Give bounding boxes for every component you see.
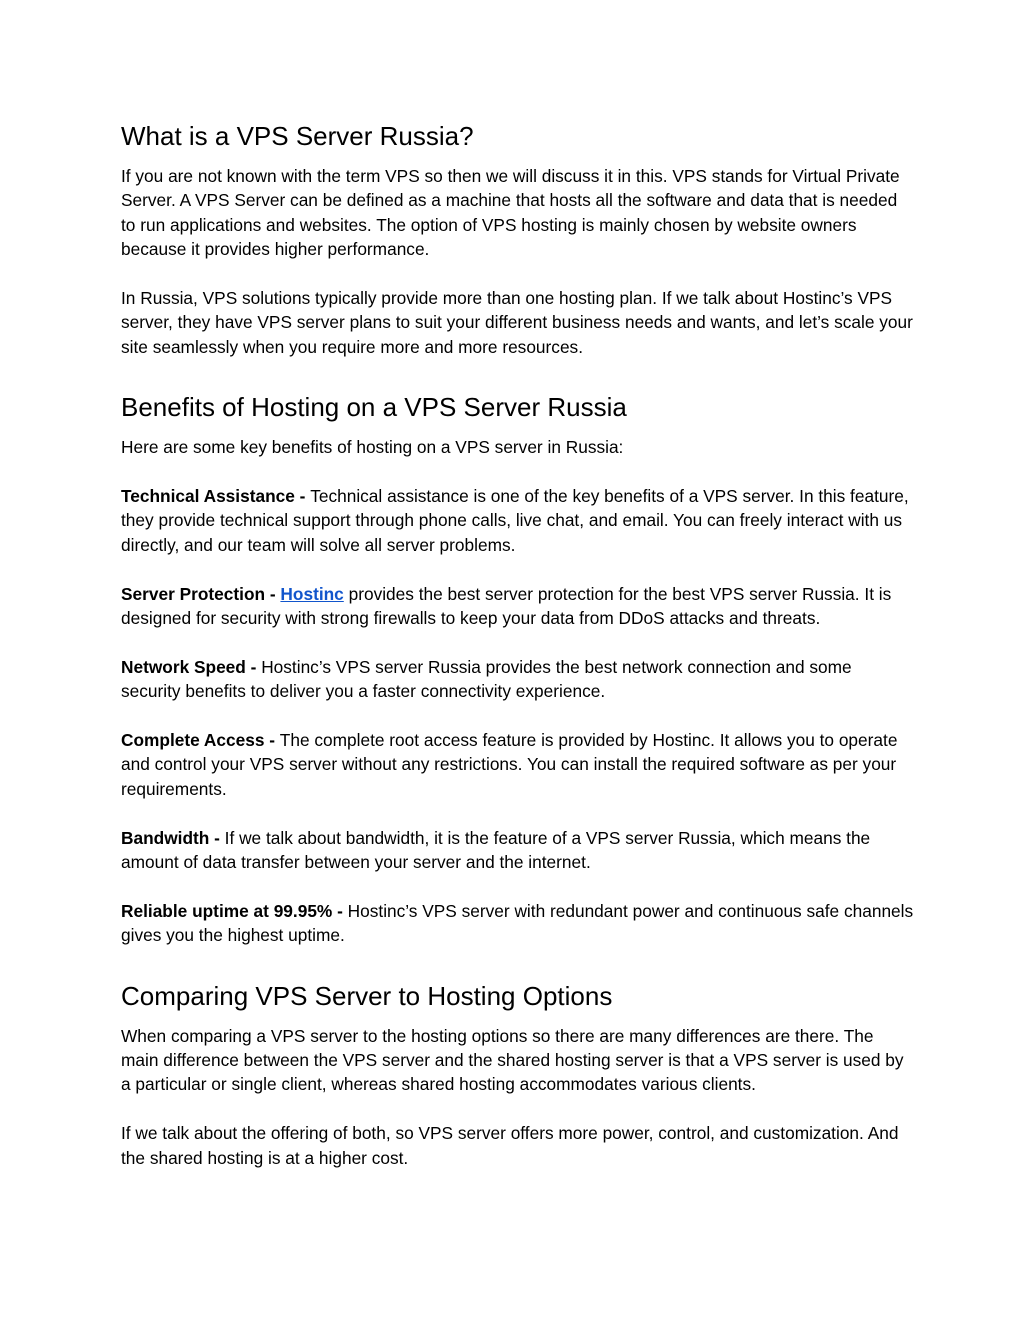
- benefit-item-bandwidth: [121, 826, 914, 875]
- paragraph: In Russia, VPS solutions typically provide more than one hosting plan. If we talk about Hostinc’s VPS server, they have VPS server plans to suit your different business needs and wants, and let’s scale your site seamlessly when you require more and more resources.: [121, 288, 913, 357]
- benefit-title: Technical Assistance -: [121, 486, 311, 507]
- benefit-title: Bandwidth -: [121, 827, 225, 848]
- paragraph-intro: Here are some key benefits of hosting on a VPS server in Russia:: [121, 437, 624, 458]
- benefit-item-server-protection: [121, 582, 914, 631]
- benefit-text: If we talk about bandwidth, it is the feature of a VPS server Russia, which means the amount of data transfer between your server and the internet.: [121, 827, 871, 873]
- benefit-text: Hostinc’s VPS server with redundant power and continuous safe channels gives you the highest uptime.: [121, 900, 914, 946]
- section-comparing: [121, 979, 914, 1170]
- section-what-is-vps: [121, 119, 914, 359]
- section-benefits: [121, 390, 914, 947]
- benefit-text: Hostinc’s VPS server Russia provides the best network connection and some security benefits to deliver you a faster connectivity experience.: [121, 656, 852, 702]
- paragraph: If you are not known with the term VPS so then we will discuss it in this. VPS stands for Virtual Private Server. A VPS Server can be defined as a machine that hosts all the software and data that is needed to run applications and websites. The option of VPS hosting is mainly chosen by website owners because it provides higher performance.: [121, 166, 900, 260]
- benefit-title: Network Speed -: [121, 656, 262, 677]
- benefit-item-network-speed: [121, 655, 914, 704]
- section-heading: Benefits of Hosting on a VPS Server Russia: [121, 392, 627, 423]
- benefit-text: Technical assistance is one of the key benefits of a VPS server. In this feature, they provide technical support through phone calls, live chat, and email. You can freely interact with us directly, and our team will solve all server problems.: [121, 486, 909, 555]
- paragraph: If we talk about the offering of both, so VPS server offers more power, control, and customization. And the shared hosting is at a higher cost.: [121, 1123, 899, 1168]
- benefit-title: Server Protection -: [121, 583, 281, 604]
- benefit-item-complete-access: [121, 728, 914, 801]
- benefit-title: Complete Access -: [121, 730, 280, 751]
- paragraph: When comparing a VPS server to the hosting options so there are many differences are there. The main difference between the VPS server and the shared hosting server is that a VPS server is used by a particular or single client, whereas shared hosting accommodates various clients.: [121, 1025, 904, 1095]
- section-heading: Comparing VPS Server to Hosting Options: [121, 980, 613, 1011]
- benefit-text: provides the best server protection for the best VPS server Russia. It is designed for security with strong firewalls to keep your data from DDoS attacks and threats.: [121, 583, 892, 629]
- benefit-title: Reliable uptime at 99.95% -: [121, 900, 348, 921]
- benefit-item-technical-assistance: [121, 484, 914, 557]
- section-heading: What is a VPS Server Russia?: [121, 121, 474, 151]
- benefit-item-reliable-uptime: [121, 899, 914, 948]
- hostinc-link[interactable]: Hostinc: [280, 583, 344, 604]
- benefit-text: The complete root access feature is provided by Hostinc. It allows you to operate and control your VPS server without any restrictions. You can install the required software as per your requirements.: [121, 730, 898, 799]
